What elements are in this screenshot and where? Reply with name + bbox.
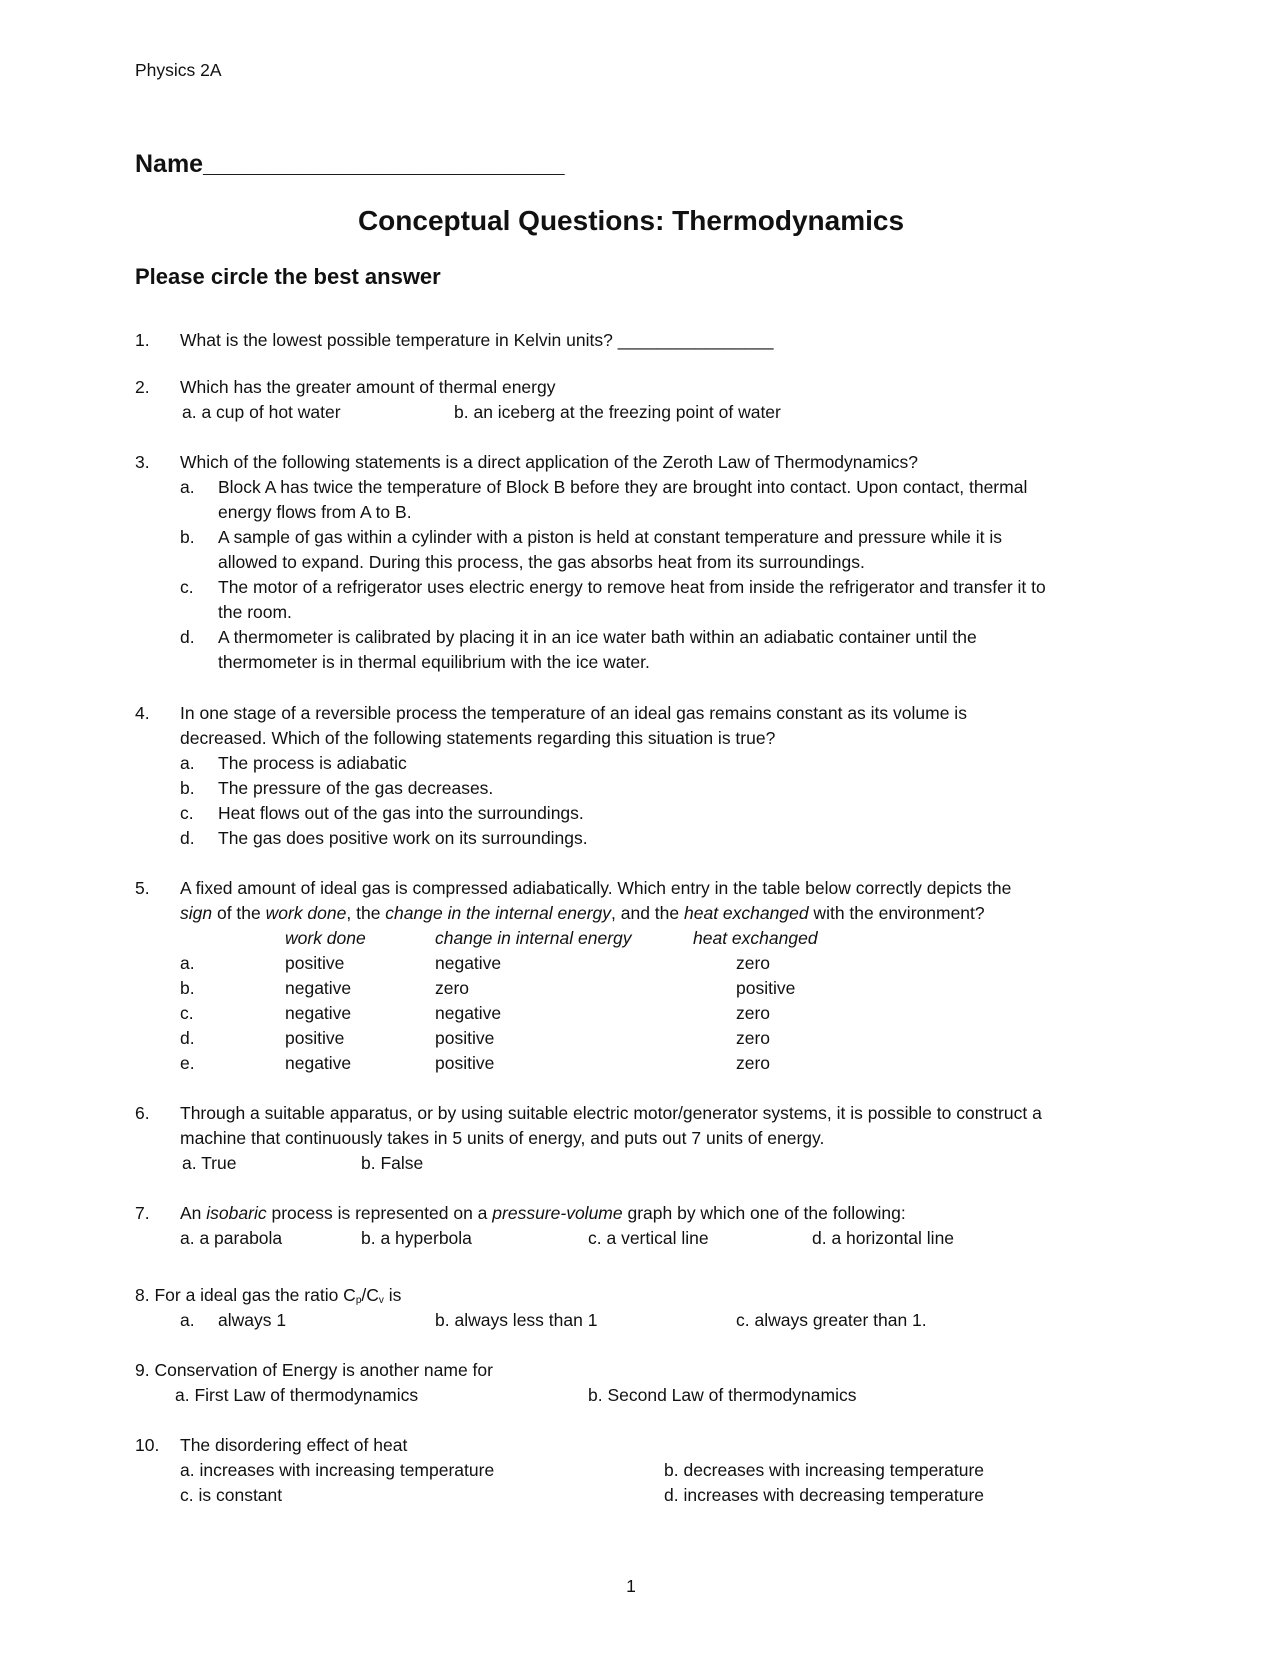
question-number: 5. [135,878,150,898]
option-d: d. a horizontal line [812,1228,955,1248]
option-letter: a. [180,477,195,497]
option-a: a. First Law of thermodynamics [175,1385,419,1405]
text-italic: heat exchanged [684,903,809,923]
question-text: What is the lowest possible temperature in Kelvin units? ________________ [180,330,774,350]
option-a-line1: Block A has twice the temperature of Block B before they are brought into contact. Upon contact, thermal [218,477,1028,497]
question-text: Which of the following statements is a direct application of the Zeroth Law of Thermodynamics? [180,452,918,472]
question-number: 6. [135,1103,150,1123]
option-b-line1: A sample of gas within a cylinder with a piston is held at constant temperature and pressure while it is [218,527,1003,547]
option-letter: c. [180,803,194,823]
table-header-change: change in internal energy [435,928,632,948]
question-text-line2 [180,901,985,925]
question-number: 1. [135,330,150,350]
table-cell: negative [285,1003,352,1023]
option-letter: a. [180,1310,195,1330]
table-row-letter: c. [180,1003,194,1023]
option-c-line2: the room. [218,602,292,622]
question-text: The disordering effect of heat [180,1435,408,1455]
text-span: of the [212,903,266,923]
question-text-line2: decreased. Which of the following statements regarding this situation is true? [180,728,776,748]
option-letter: b. [180,778,195,798]
option-letter: d. [180,828,195,848]
option-b-line2: allowed to expand. During this process, the gas absorbs heat from its surroundings. [218,552,865,572]
text-span: 8. For a ideal gas the ratio C [135,1285,356,1305]
page-number: 1 [626,1576,636,1596]
option-a: a. a cup of hot water [182,402,341,422]
text-span: , and the [611,903,684,923]
text-span: is [383,1285,402,1305]
option-letter: a. [180,753,195,773]
option-d-line2: thermometer is in thermal equilibrium with the ice water. [218,652,650,672]
option-d-line1: A thermometer is calibrated by placing it in an ice water bath within an adiabatic container until the [218,627,977,647]
question-number: 4. [135,703,150,723]
question-text: Which has the greater amount of thermal energy [180,377,556,397]
question-number: 2. [135,377,150,397]
question-text [180,1201,906,1225]
table-cell: negative [285,1053,352,1073]
question-number: 3. [135,452,150,472]
subscript: p [355,1295,362,1306]
subscript: v [378,1295,384,1306]
option-b: The pressure of the gas decreases. [218,778,494,798]
option-c: c. always greater than 1. [736,1310,927,1330]
text-span: process is represented on a [266,1203,493,1223]
text-span: An [180,1203,207,1223]
option-letter: b. [180,527,195,547]
option-d: The gas does positive work on its surroundings. [218,828,588,848]
text-span: graph by which one of the following: [622,1203,906,1223]
table-row-letter: e. [180,1053,195,1073]
table-cell: positive [736,978,796,998]
table-header-work: work done [285,928,366,948]
table-row-letter: d. [180,1028,195,1048]
table-cell: negative [435,1003,502,1023]
table-cell: zero [736,1053,771,1073]
option-c-line1: The motor of a refrigerator uses electric energy to remove heat from inside the refrigerator and transfer it to [218,577,1046,597]
text-span: /C [361,1285,379,1305]
table-cell: positive [285,953,345,973]
text-italic: change in the internal energy [385,903,612,923]
course-header: Physics 2A [135,60,222,80]
option-a: always 1 [218,1310,287,1330]
question-text-line1: A fixed amount of ideal gas is compressed adiabatically. Which entry in the table below correctly depicts the [180,878,1012,898]
table-row-letter: a. [180,953,195,973]
option-b: b. a hyperbola [361,1228,472,1248]
option-letter: c. [180,577,194,597]
option-letter: d. [180,627,195,647]
question-text-line1: In one stage of a reversible process the temperature of an ideal gas remains constant as its volume is [180,703,967,723]
table-cell: positive [285,1028,345,1048]
question-text-line2: machine that continuously takes in 5 units of energy, and puts out 7 units of energy. [180,1128,825,1148]
option-b: b. decreases with increasing temperature [664,1460,985,1480]
option-a: a. a parabola [180,1228,283,1248]
option-c: c. a vertical line [588,1228,709,1248]
option-c: Heat flows out of the gas into the surroundings. [218,803,584,823]
text-italic: isobaric [206,1203,267,1223]
question-number: 7. [135,1203,150,1223]
table-cell: zero [736,953,771,973]
text-span: , the [346,903,386,923]
text-italic: work done [265,903,347,923]
table-cell: negative [435,953,502,973]
table-cell: negative [285,978,352,998]
page-title: Conceptual Questions: Thermodynamics [357,205,905,236]
table-header-heat: heat exchanged [693,928,818,948]
table-cell: positive [435,1028,495,1048]
option-b: b. False [361,1153,424,1173]
table-cell: positive [435,1053,495,1073]
question-number: 10. [135,1435,160,1455]
option-a: The process is adiabatic [218,753,407,773]
table-cell: zero [736,1028,771,1048]
table-cell: zero [435,978,470,998]
name-line: Name__________________________ [135,150,565,178]
option-c: c. is constant [180,1485,283,1505]
text-italic: pressure-volume [492,1203,623,1223]
option-a-line2: energy flows from A to B. [218,502,412,522]
option-a: a. True [182,1153,237,1173]
question-text-line1: Through a suitable apparatus, or by using suitable electric motor/generator systems, it is possible to construct a [180,1103,1042,1123]
table-row-letter: b. [180,978,195,998]
instructions: Please circle the best answer [135,264,441,289]
option-a: a. increases with increasing temperature [180,1460,495,1480]
option-d: d. increases with decreasing temperature [664,1485,985,1505]
table-cell: zero [736,1003,771,1023]
question-text: 9. Conservation of Energy is another name for [135,1360,493,1380]
text-italic: sign [180,903,213,923]
option-b: b. always less than 1 [435,1310,598,1330]
option-b: b. an iceberg at the freezing point of water [454,402,781,422]
text-span: with the environment? [808,903,985,923]
option-b: b. Second Law of thermodynamics [588,1385,857,1405]
